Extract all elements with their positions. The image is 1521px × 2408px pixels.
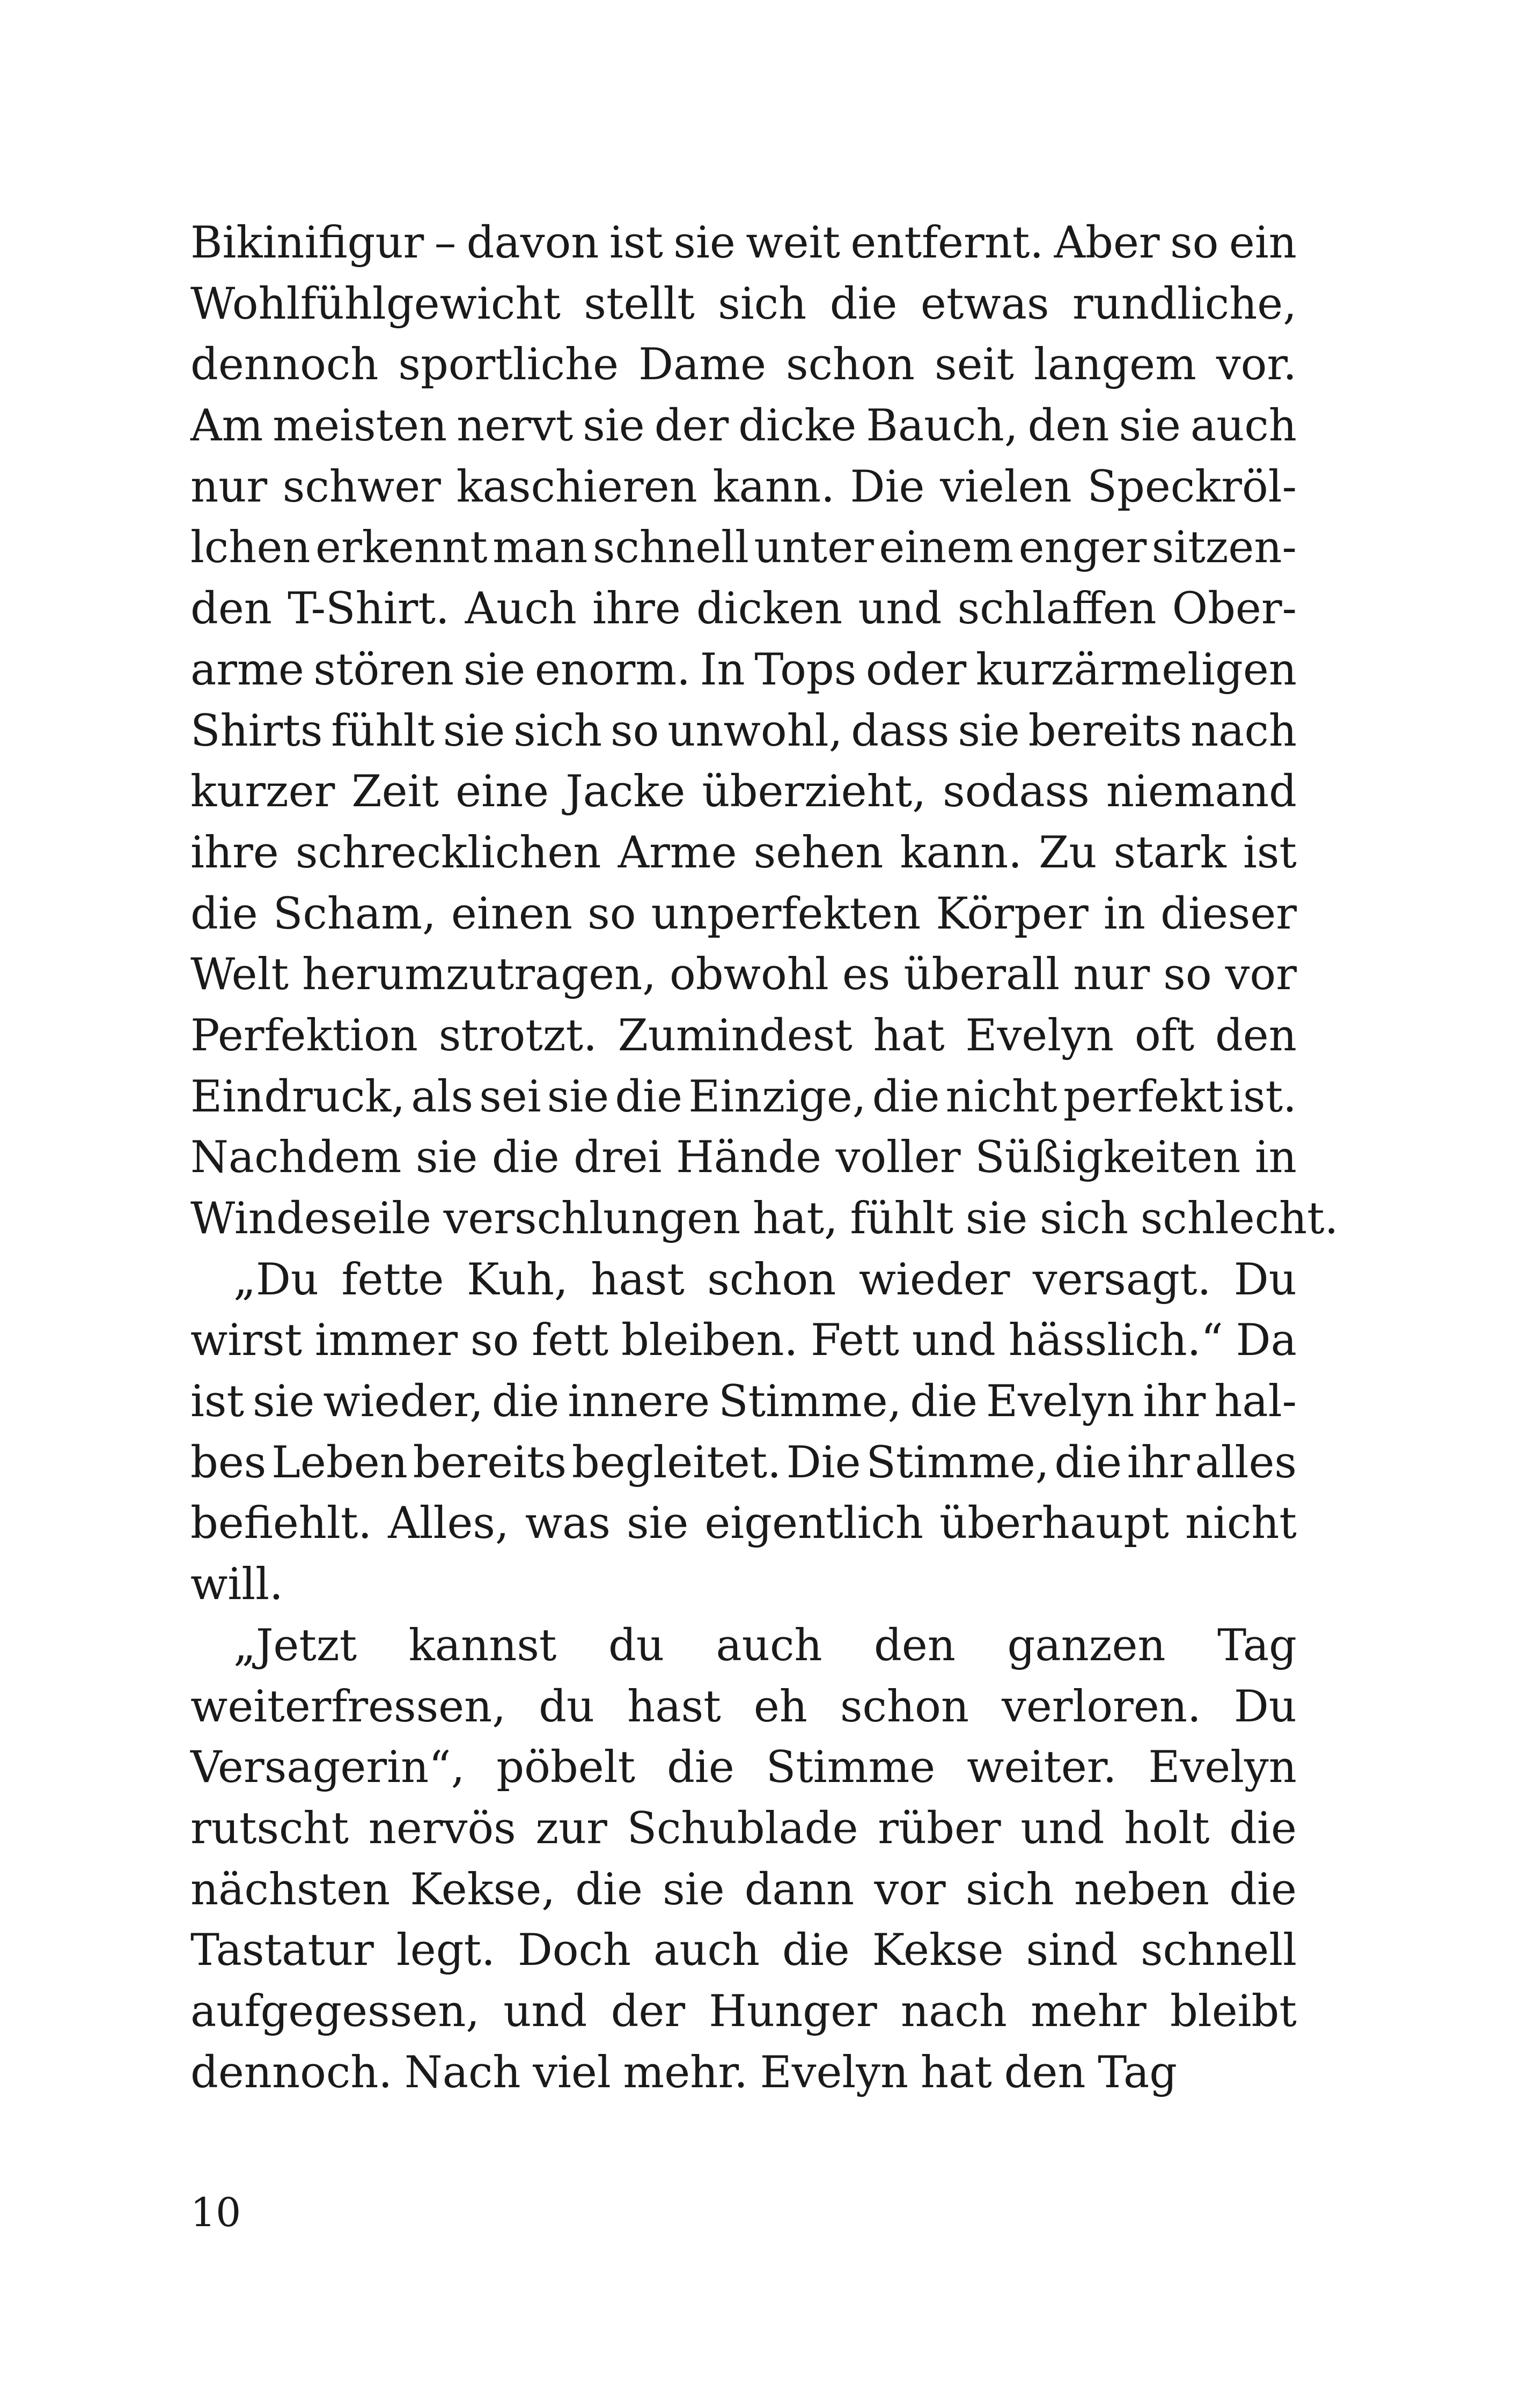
text-line: Windeseile verschlungen hat, fühlt sie sich schlecht.	[190, 1194, 1339, 1244]
text-line: dennoch sportliche Dame schon seit langem vor.	[190, 340, 1297, 391]
text-line: Nachdem sie die drei Hände voller Süßigkeiten in	[190, 1132, 1297, 1183]
text-line: kurzer Zeit eine Jacke überzieht, sodass niemand	[190, 767, 1297, 818]
text-line: den T-Shirt. Auch ihre dicken und schlaffen Ober-	[190, 584, 1297, 635]
text-line: weiterfressen, du hast eh schon verloren. Du	[190, 1681, 1297, 1732]
text-line: Perfektion strotzt. Zumindest hat Evelyn oft den	[190, 1010, 1297, 1061]
text-line: Shirts fühlt sie sich so unwohl, dass sie bereits nach	[190, 705, 1297, 756]
text-line: wirst immer so fett bleiben. Fett und hässlich.“ Da	[190, 1315, 1297, 1366]
body-text	[190, 213, 1339, 2103]
text-line: rutscht nervös zur Schublade rüber und holt die	[190, 1803, 1297, 1854]
text-line: bes Leben bereits begleitet. Die Stimme, die ihr alles	[190, 1437, 1297, 1488]
page-number: 10	[190, 2190, 241, 2236]
text-line: Bikinifigur – davon ist sie weit entfernt. Aber so ein	[190, 218, 1297, 268]
text-line: Tastatur legt. Doch auch die Kekse sind schnell	[190, 1925, 1297, 1976]
text-line: ist sie wieder, die innere Stimme, die Evelyn ihr hal-	[190, 1376, 1297, 1427]
text-line: Versagerin“, pöbelt die Stimme weiter. Evelyn	[190, 1742, 1297, 1793]
text-line: will.	[190, 1559, 283, 1610]
text-line: Wohlfühlgewicht stellt sich die etwas rundliche,	[190, 278, 1297, 329]
text-line: Am meisten nervt sie der dicke Bauch, den sie auch	[190, 401, 1297, 452]
text-line: ihre schrecklichen Arme sehen kann. Zu stark ist	[190, 827, 1297, 878]
text-line: die Scham, einen so unperfekten Körper in dieser	[190, 888, 1297, 939]
text-line: „Jetzt kannst du auch den ganzen Tag	[233, 1620, 1297, 1671]
text-line: „Du fette Kuh, hast schon wieder versagt. Du	[233, 1254, 1297, 1305]
text-line: lchen erkennt man schnell unter einem enger sitzen-	[190, 522, 1297, 573]
text-line: Eindruck, als sei sie die Einzige, die nicht perfekt ist.	[190, 1071, 1297, 1122]
text-line: befiehlt. Alles, was sie eigentlich überhaupt nicht	[190, 1498, 1297, 1549]
text-line: aufgegessen, und der Hunger nach mehr bleibt	[190, 1986, 1297, 2037]
text-line: arme stören sie enorm. In Tops oder kurzärmeligen	[190, 644, 1297, 695]
text-line: dennoch. Nach viel mehr. Evelyn hat den Tag	[190, 2047, 1178, 2098]
text-line: nächsten Kekse, die sie dann vor sich neben die	[190, 1864, 1297, 1915]
text-line: Welt herumzutragen, obwohl es überall nur so vor	[190, 949, 1297, 1000]
text-line: nur schwer kaschieren kann. Die vielen Speckröl-	[190, 461, 1297, 512]
